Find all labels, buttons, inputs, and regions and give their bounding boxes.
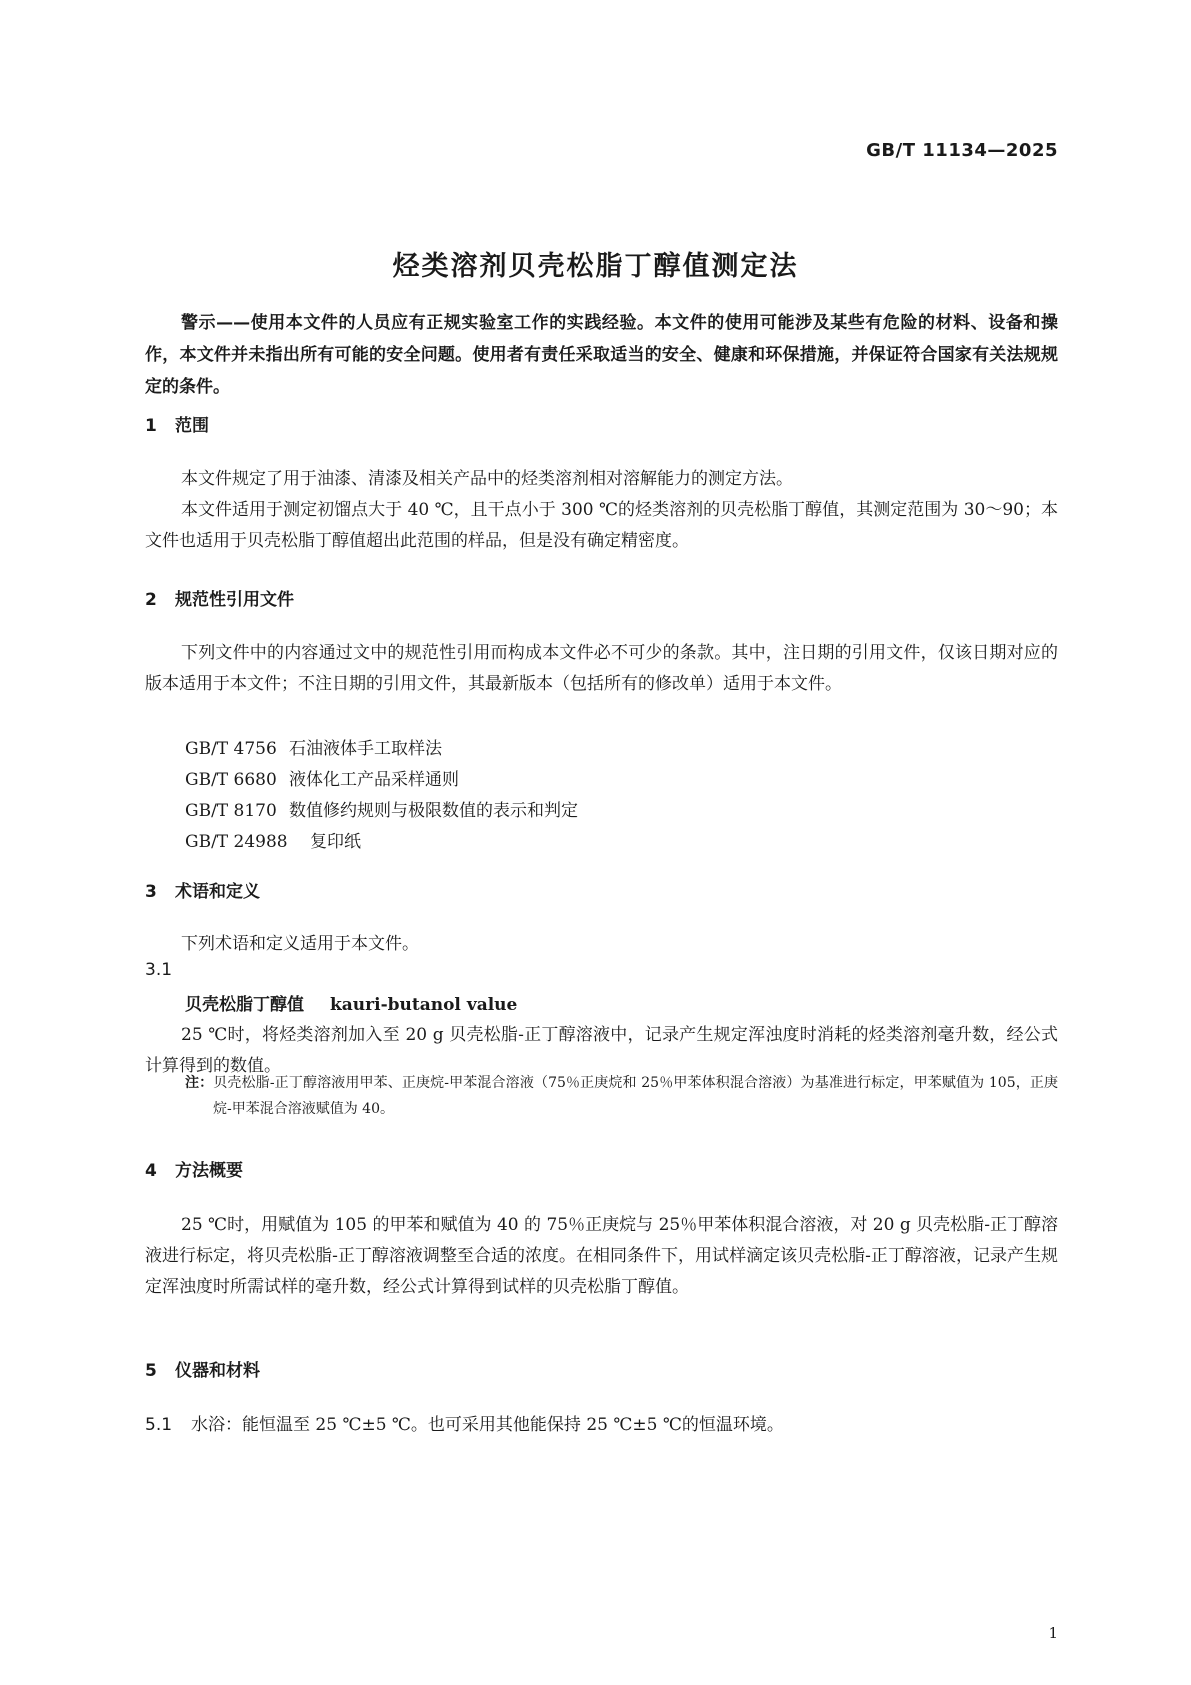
term-note [185, 1070, 1058, 1122]
page-number: 1 [1048, 1624, 1058, 1642]
clause-5-1 [145, 1410, 784, 1435]
term-definition: 25 ℃时，将烃类溶剂加入至 20 g 贝壳松脂-正丁醇溶液中，记录产生规定浑浊度时消耗的烃类溶剂毫升数，经公式计算得到的数值。 [145, 1025, 1058, 1076]
section-heading-terms [145, 877, 260, 902]
reference-item [185, 734, 442, 759]
section-number: 2 [145, 590, 157, 610]
section-heading-scope [145, 411, 209, 436]
term-english: kauri-butanol value [330, 995, 518, 1015]
references-intro-paragraph: 下列文件中的内容通过文中的规范性引用而构成本文件必不可少的条款。其中，注日期的引用文件，仅该日期对应的版本适用于本文件；不注日期的引用文件，其最新版本（包括所有的修改单）适用于本文件。 [145, 643, 1058, 694]
reference-name: 复印纸 [310, 832, 361, 852]
scope-paragraph-1: 本文件规定了用于油漆、清漆及相关产品中的烃类溶剂相对溶解能力的测定方法。 [181, 469, 793, 489]
clause-number: 5.1 [145, 1415, 173, 1435]
section-title: 规范性引用文件 [175, 590, 294, 610]
section-title: 方法概要 [175, 1161, 243, 1181]
scope-paragraph-2: 本文件适用于测定初馏点大于 40 ℃，且干点小于 300 ℃的烃类溶剂的贝壳松脂丁醇值，其测定范围为 30～90；本文件也适用于贝壳松脂丁醇值超出此范围的样品，但是没有确定精密度。 [145, 500, 1058, 551]
warning-paragraph: 警示——使用本文件的人员应有正规实验室工作的实践经验。本文件的使用可能涉及某些有危险的材料、设备和操作，本文件并未指出所有可能的安全问题。使用者有责任采取适当的安全、健康和环保措施，并保证符合国家有关法规规定的条件。 [145, 313, 1058, 397]
reference-item [185, 827, 361, 852]
standard-code: GB/T 11134—2025 [866, 140, 1058, 161]
document-title: 烃类溶剂贝壳松脂丁醇值测定法 [392, 251, 799, 282]
note-label: 注： [185, 1075, 214, 1091]
note-text: 贝壳松脂-正丁醇溶液用甲苯、正庚烷-甲苯混合溶液（75％正庚烷和 25％甲苯体积混合溶液）为基准进行标定，甲苯赋值为 105，正庚烷-甲苯混合溶液赋值为 40。 [213, 1075, 1059, 1117]
reference-name: 数值修约规则与极限数值的表示和判定 [289, 801, 578, 821]
terms-intro-paragraph: 下列术语和定义适用于本文件。 [181, 934, 419, 954]
term-number: 3.1 [145, 960, 173, 980]
section-number: 3 [145, 882, 157, 902]
clause-text: 水浴：能恒温至 25 ℃±5 ℃。也可采用其他能保持 25 ℃±5 ℃的恒温环境。 [191, 1415, 784, 1435]
reference-code: GB/T 24988 [185, 832, 288, 852]
section-number: 5 [145, 1361, 157, 1381]
section-number: 1 [145, 416, 157, 436]
reference-item [185, 765, 459, 790]
section-number: 4 [145, 1161, 157, 1181]
reference-code: GB/T 6680 [185, 770, 277, 790]
section-heading-normative-references [145, 585, 294, 610]
section-heading-method-summary [145, 1156, 243, 1181]
reference-name: 液体化工产品采样通则 [289, 770, 459, 790]
method-summary-paragraph: 25 ℃时，用赋值为 105 的甲苯和赋值为 40 的 75％正庚烷与 25％甲苯体积混合溶液，对 20 g 贝壳松脂-正丁醇溶液进行标定，将贝壳松脂-正丁醇溶液调整至合适的浓度。在相同条件下，用试样滴定该贝壳松脂-正丁醇溶液，记录产生规定浑浊度时所需试样的毫升数，经公式计算得到试样的贝壳松脂丁醇值。 [145, 1215, 1058, 1297]
reference-code: GB/T 8170 [185, 801, 277, 821]
reference-item [185, 796, 578, 821]
term-chinese: 贝壳松脂丁醇值 [185, 995, 304, 1015]
section-title: 术语和定义 [175, 882, 260, 902]
reference-name: 石油液体手工取样法 [289, 739, 442, 759]
reference-code: GB/T 4756 [185, 739, 277, 759]
section-title: 仪器和材料 [175, 1361, 260, 1381]
term-heading [185, 990, 517, 1015]
section-title: 范围 [175, 416, 209, 436]
section-heading-apparatus [145, 1356, 260, 1381]
